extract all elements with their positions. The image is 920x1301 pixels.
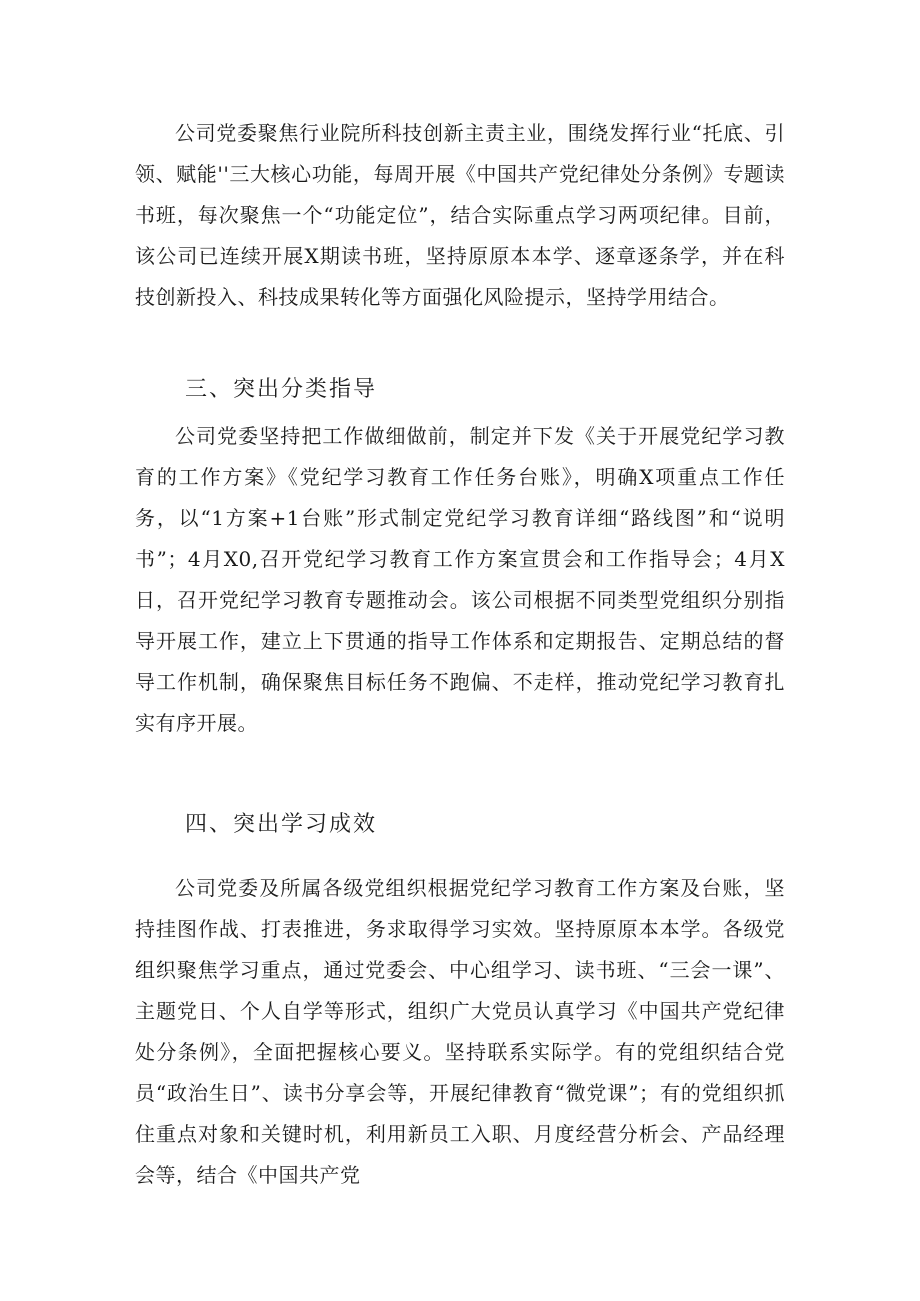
section-heading-learning-results: 四、突出学习成效 bbox=[185, 812, 378, 837]
body-paragraph-learning-results: 公司党委及所属各级党组织根据党纪学习教育工作方案及台账，坚持挂图作战、打表推进，务求取得学习实效。坚持原原本本学。各级党组织聚焦学习重点，通过党委会、中心组学习、读书班、“三会一课”、主题党日、个人自学等形式，组织广大党员认真学习《中国共产党纪律处分条例》，全面把握核心要义。坚持联系实际学。有的党组织结合党员“政治生日”、读书分享会等，开展纪律教育“微党课”；有的党组织抓住重点对象和关键时机，利用新员工入职、月度经营分析会、产品经理会等，结合《中国共产党 bbox=[135, 876, 785, 1187]
body-paragraph-guidance: 公司党委坚持把工作做细做前，制定并下发《关于开展党纪学习教育的工作方案》《党纪学习教育工作任务台账》，明确X项重点工作任务，以“1方案+1台账”形式制定党纪学习教育详细“路线图”和“说明书”；4月X0,召开党纪学习教育工作方案宣贯会和工作指导会；4月X日，召开党纪学习教育专题推动会。该公司根据不同类型党组织分别指导开展工作，建立上下贯通的指导工作体系和定期报告、定期总结的督导工作机制，确保聚焦目标任务不跑偏、不走样，推动党纪学习教育扎实有序开展。 bbox=[135, 424, 785, 735]
body-paragraph-tech-innovation: 公司党委聚焦行业院所科技创新主责主业，围绕发挥行业“托底、引领、赋能''三大核心功能，每周开展《中国共产党纪律处分条例》专题读书班，每次聚焦一个“功能定位”，结合实际重点学习两项纪律。目前，该公司已连续开展X期读书班，坚持原原本本学、逐章逐条学，并在科技创新投入、科技成果转化等方面强化风险提示，坚持学用结合。 bbox=[135, 121, 785, 309]
section-heading-classified-guidance: 三、突出分类指导 bbox=[185, 377, 378, 402]
